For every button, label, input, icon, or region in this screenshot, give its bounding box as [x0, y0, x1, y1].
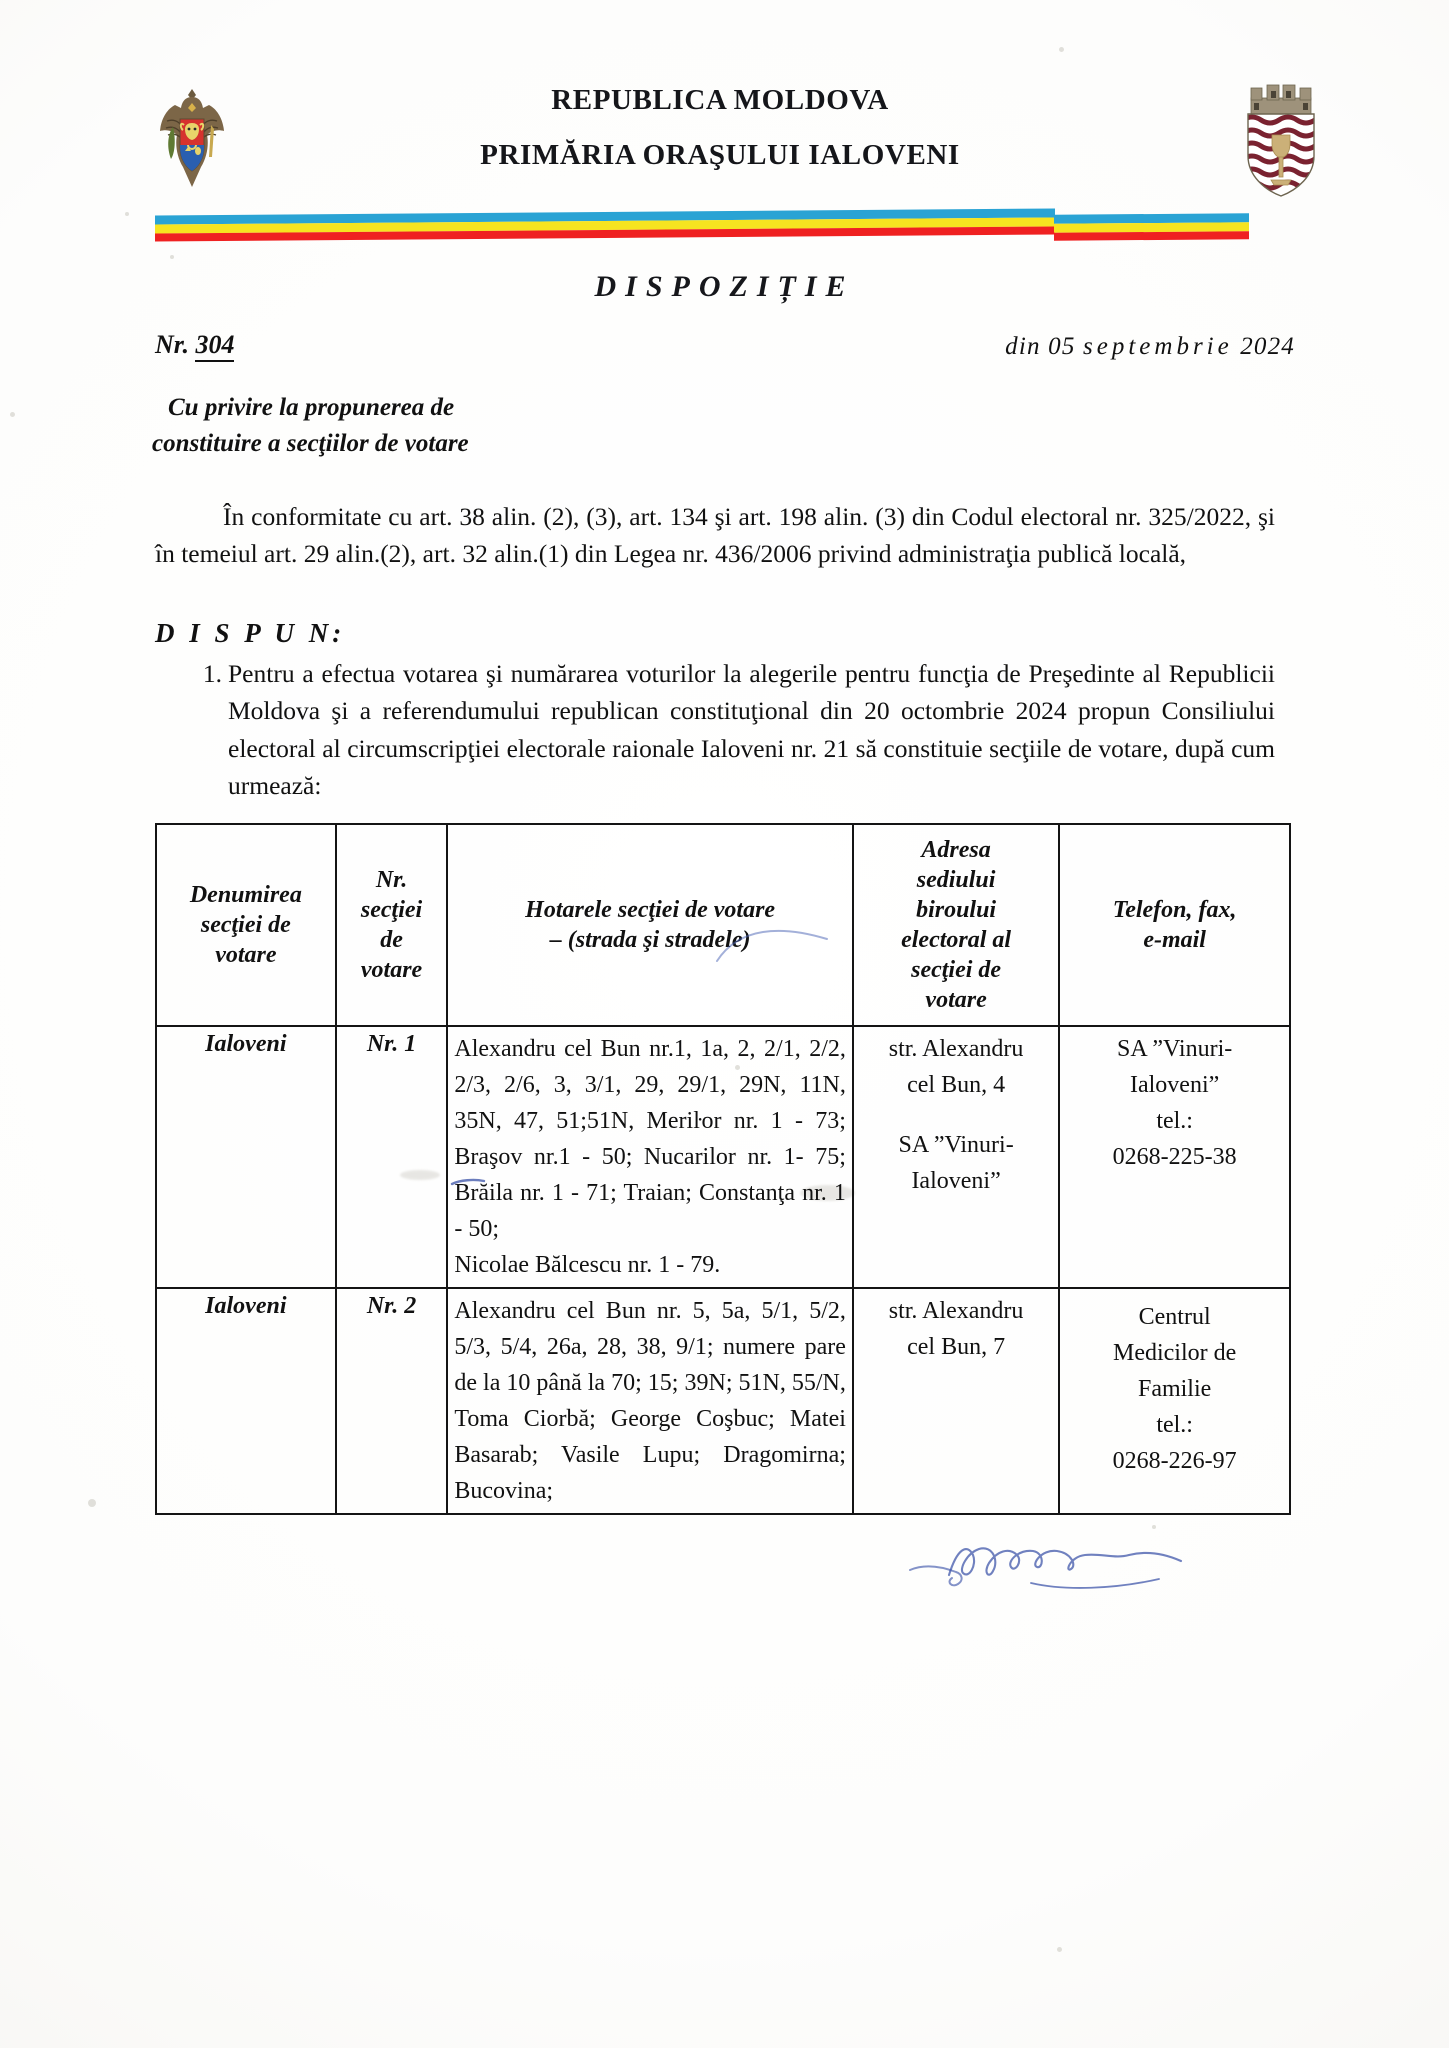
preamble-text: În conformitate cu art. 38 alin. (2), (3), art. 134 şi art. 198 alin. (3) din Codul electoral nr. 325/2022, şi în temeiul art. 29 alin.(2), art. 32 alin.(1) din Legea nr. 436/2006 privind administraţia publică locală,: [155, 502, 1275, 569]
header-text: de: [380, 927, 403, 953]
adresa-line: str. Alexandru: [888, 1298, 1024, 1324]
cell-telefon: [1059, 1026, 1290, 1288]
table-header-row: [156, 824, 1290, 1026]
tricolor-red-stripe: [1054, 231, 1249, 241]
hotarele-main: Alexandru cel Bun nr.1, 1a, 2, 2/1, 2/2, 2/3, 2/6, 3, 3/1, 29, 29/1, 29N, 11N, 35N, 47, 51;51N, Meriŀor nr. 1 - 73; Braşov nr.1 - 50; Nucarilor nr. 1- 75; Brăila nr. 1 - 71; Traian; Constanţa nr. 1 - 50;: [454, 1036, 846, 1242]
cell-hotarele: [447, 1026, 853, 1288]
scan-speck: [10, 412, 15, 417]
telefon-line: 0268-225-38: [1112, 1144, 1237, 1170]
header-text: sediului: [916, 867, 996, 893]
header-text: Telefon, fax,: [1112, 897, 1237, 923]
telefon-line: tel.:: [1156, 1108, 1193, 1134]
col-header-adresa: [853, 824, 1059, 1026]
date-prefix: din 05: [1005, 333, 1076, 360]
document-subject: [150, 390, 850, 463]
header-text: secţiei: [360, 897, 423, 923]
hotarele-last-line: Nicolae Bălcescu nr. 1 - 79.: [454, 1252, 721, 1278]
header-text: secţiei de: [911, 957, 1002, 983]
col-header-denumirea: [156, 824, 336, 1026]
header-text: Denumirea: [189, 882, 302, 908]
header-text: electoral al: [901, 927, 1012, 953]
signature-flourish: [906, 1556, 976, 1596]
telefon-line: SA ”Vinuri-: [1117, 1036, 1233, 1062]
dispun-heading: D I S P U N:: [155, 618, 346, 648]
number-date-line: [155, 330, 1295, 364]
document-number-value: 304: [195, 330, 234, 362]
preamble-paragraph: [155, 498, 1275, 572]
cell-denumirea: Ialoveni: [156, 1026, 336, 1288]
header-title-block: [300, 86, 1140, 170]
header-text: votare: [215, 942, 277, 968]
disposition-item-1: [180, 655, 1275, 805]
scan-speck: [125, 212, 129, 216]
header-line-republic: REPUBLICA MOLDOVA: [551, 84, 889, 116]
cell-telefon: [1059, 1288, 1290, 1514]
cell-numar: Nr. 1: [336, 1026, 448, 1288]
adresa-line: cel Bun, 7: [907, 1334, 1006, 1360]
col-header-hotarele: [447, 824, 853, 1026]
header-text: votare: [360, 957, 423, 983]
scan-speck: [1057, 1947, 1062, 1952]
document-header: [0, 38, 1449, 178]
document-number-label: Nr.: [155, 330, 189, 359]
header-text: Hotarele secţiei de votare: [525, 897, 776, 923]
date-year: 2024: [1240, 333, 1295, 360]
telefon-line: Familie: [1137, 1376, 1212, 1402]
telefon-line: Ialoveni”: [1129, 1072, 1220, 1098]
cell-numar: Nr. 2: [336, 1288, 448, 1514]
cell-hotarele: Alexandru cel Bun nr. 5, 5a, 5/1, 5/2, 5/3, 5/4, 26a, 28, 38, 9/1; numere pare de la 10 până la 70; 15; 39N; 51N, 55/N, Toma Ciorbă; George Coşbuc; Matei Basarab; Vasile Lupu; Dragomirna; Bucovina;: [447, 1288, 853, 1514]
adresa-line: SA ”Vinuri-: [898, 1132, 1014, 1158]
adresa-line: cel Bun, 4: [907, 1072, 1006, 1098]
telefon-line: tel.:: [1156, 1412, 1193, 1438]
moldova-coat-of-arms-icon: [155, 83, 229, 203]
cell-adresa: [853, 1026, 1059, 1288]
document-number: [155, 330, 234, 360]
header-text: secţiei de: [200, 912, 291, 938]
adresa-line: str. Alexandru: [888, 1036, 1024, 1062]
scan-speck: [170, 255, 174, 259]
document-title: DISPOZIȚIE: [594, 270, 855, 303]
telefon-line: 0268-226-97: [1112, 1448, 1237, 1474]
header-text: – (strada şi stradele): [549, 927, 751, 953]
handwritten-signature: [945, 1525, 1215, 1605]
telefon-line: Medicilor de: [1112, 1340, 1237, 1366]
item-number: 1.: [202, 659, 222, 688]
subject-line-2: constituire a secţiilor de votare: [152, 430, 469, 458]
date-month: septembrie: [1083, 333, 1233, 360]
subject-line-1: Cu privire la propunerea de: [168, 394, 455, 421]
item-text: Pentru a efectua votarea şi numărarea voturilor la alegerile pentru funcţia de Preşedinte al Republicii Moldova şi a referendumului republican constituţional din 20 octombrie 2024 propun Consiliului electoral al circumscripţiei electorale raionale Ialoveni nr. 21 să constituie secţiile de votare, după cum urmează:: [228, 659, 1275, 801]
tricolor-rule-continued: [1054, 213, 1249, 241]
table-row: [156, 1026, 1290, 1288]
header-text: Nr.: [375, 867, 408, 893]
cell-adresa: [853, 1288, 1059, 1514]
col-header-numar: [336, 824, 448, 1026]
scan-speck: [88, 1499, 96, 1507]
col-header-telefon: [1059, 824, 1290, 1026]
voting-sections-table: [155, 823, 1291, 1515]
header-text: e-mail: [1143, 927, 1206, 953]
adresa-line: Ialoveni”: [911, 1168, 1001, 1194]
spacer: [860, 1103, 1052, 1127]
document-date: [1005, 333, 1295, 361]
tricolor-rule: [155, 208, 1055, 241]
telefon-line: Centrul: [1138, 1304, 1211, 1330]
header-line-primaria: PRIMĂRIA ORAŞULUI IALOVENI: [480, 139, 960, 171]
header-text: biroului: [916, 897, 997, 923]
header-text: Adresa: [921, 837, 991, 863]
cell-denumirea: Ialoveni: [156, 1288, 336, 1514]
header-text: votare: [925, 987, 987, 1013]
table-row: [156, 1288, 1290, 1514]
ialoveni-coat-of-arms-icon: [1235, 80, 1327, 198]
scan-speck: [1152, 1525, 1156, 1529]
